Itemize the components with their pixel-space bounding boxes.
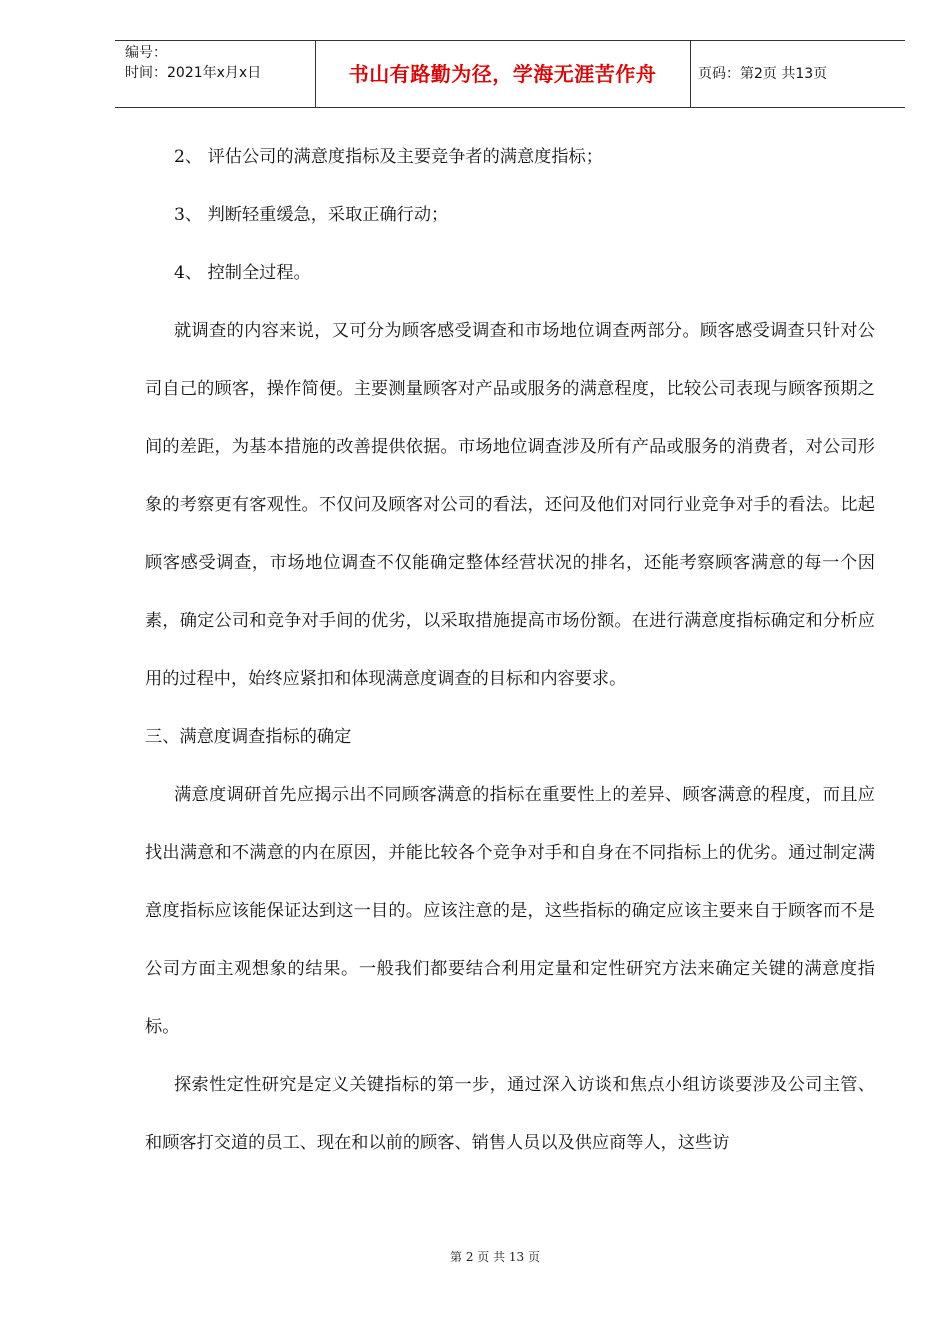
header-meta (125, 43, 261, 83)
section-heading: 三、满意度调查指标的确定 (145, 727, 352, 747)
list-item: 4、 控制全过程。 (174, 263, 311, 283)
paragraph-survey-content: 就调查的内容来说，又可分为顾客感受调查和市场地位调查两部分。顾客感受调查只针对公司自己的顾客，操作简便。主要测量顾客对产品或服务的满意程度，比较公司表现与顾客预期之间的差距，为基本措施的改善提供依据。市场地位调查涉及所有产品或服务的消费者，对公司形象的考察更有客观性。不仅问及顾客对公司的看法，还问及他们对同行业竞争对手的看法。比起顾客感受调查，市场地位调查不仅能确定整体经营状况的排名，还能考察顾客满意的每一个因素，确定公司和竞争对手间的优劣，以采取措施提高市场份额。在进行满意度指标确定和分析应用的过程中，始终应紧扣和体现满意度调查的目标和内容要求。 (145, 321, 875, 689)
header-page-info: 页码：第2页 共13页 (698, 66, 828, 82)
list-item: 3、 判断轻重缓急，采取正确行动； (174, 205, 449, 225)
header-motto: 书山有路勤为径，学海无涯苦作舟 (348, 62, 657, 86)
document-body (145, 128, 875, 1172)
paragraph-qualitative-research: 探索性定性研究是定义关键指标的第一步，通过深入访谈和焦点小组访谈要涉及公司主管、和顾客打交道的员工、现在和以前的顾客、销售人员以及供应商等人，这些访 (145, 1075, 875, 1153)
code-label: 编号： (125, 45, 167, 61)
list-item: 2、 评估公司的满意度指标及主要竞争者的满意度指标； (174, 147, 603, 167)
time-label: 时间：2021年x月x日 (125, 65, 262, 81)
page-header (115, 40, 905, 108)
page-footer: 第 2 页 共 13 页 (450, 1250, 540, 1264)
header-divider (690, 41, 691, 107)
paragraph-indicator-purpose: 满意度调研首先应揭示出不同顾客满意的指标在重要性上的差异、顾客满意的程度，而且应找出满意和不满意的内在原因，并能比较各个竞争对手和自身在不同指标上的优劣。通过制定满意度指标应该能保证达到这一目的。应该注意的是，这些指标的确定应该主要来自于顾客而不是公司方面主观想象的结果。一般我们都要结合利用定量和定性研究方法来确定关键的满意度指标。 (145, 785, 875, 1037)
